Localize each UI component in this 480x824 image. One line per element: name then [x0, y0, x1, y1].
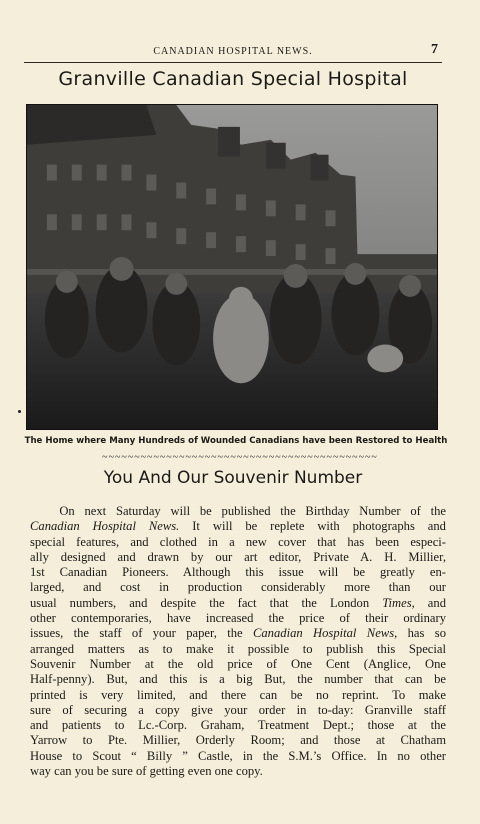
body-line: issues, the staff of your paper, the Canadian Hospital News, has so: [30, 626, 446, 641]
body-line: arranged matters as to make it possible to publish this Special: [30, 641, 446, 656]
body-line: printed is very limited, and there can be no reprint. To make: [30, 687, 446, 702]
hospital-photo-illustration: [27, 105, 437, 429]
hospital-photo: [26, 104, 438, 430]
body-line: sure of securing a copy give your order in to-day: Granville staff: [30, 702, 446, 717]
ornamental-divider: ~~~~~~~~~~~~~~~~~~~~~~~~~~~~~~~~~~~~~~~~~~~: [102, 452, 378, 463]
body-line: On next Saturday will be published the Birthday Number of the: [59, 504, 446, 518]
publication-name: Canadian Hospital News,: [252, 626, 398, 641]
page-number: 7: [431, 42, 438, 57]
publication-name: Times,: [382, 595, 415, 610]
body-line: special features, and clothed in a new cover that has been especi-: [30, 534, 446, 549]
body-line: ally designed and drawn by our art editor, Private A. H. Millier,: [30, 549, 446, 564]
article-title: Granville Canadian Special Hospital: [58, 68, 408, 90]
photo-caption: The Home where Many Hundreds of Wounded Canadians have been Restored to Health: [24, 436, 448, 446]
running-head: [24, 42, 442, 63]
body-line: Half-penny). But, and this is a big But, the number that can be: [30, 672, 446, 687]
body-line: Souvenir Number at the old price of One Cent (Anglice, One: [30, 656, 446, 671]
body-line: and patients to Lc.-Corp. Graham, Treatment Dept.; those at the: [30, 718, 446, 733]
running-title: CANADIAN HOSPITAL NEWS.: [153, 46, 313, 57]
body-line: House to Scout “ Billy ” Castle, in the S.M.’s Office. In no other: [30, 748, 446, 763]
section-heading: You And Our Souvenir Number: [103, 468, 363, 488]
body-line: Yarrow to Pte. Millier, Orderly Room; and those at Chatham: [30, 733, 446, 748]
body-line: 1st Canadian Pioneers. Although this issue will be greatly en-: [30, 565, 446, 580]
body-line: way can you be sure of getting even one copy.: [30, 764, 263, 779]
article-body: [30, 504, 446, 779]
publication-name: Canadian Hospital News.: [30, 519, 180, 534]
body-line: larged, and cost in production considerably more than our: [30, 580, 446, 595]
body-line: usual numbers, and despite the fact that the London Times, and: [30, 595, 446, 610]
body-line: other contemporaries, have increased the price of their ordinary: [30, 611, 446, 626]
body-line: Canadian Hospital News. It will be replete with photographs and: [30, 519, 446, 534]
print-speck: [18, 410, 21, 413]
